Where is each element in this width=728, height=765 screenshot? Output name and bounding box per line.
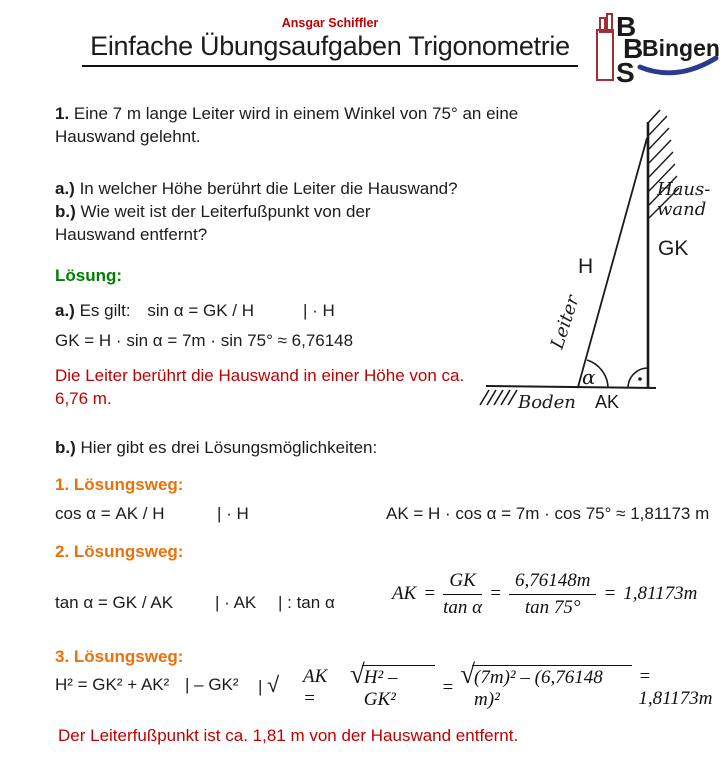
ground-line [486,386,656,388]
question-a [55,177,458,200]
ladder-wall-diagram [478,103,728,418]
solution-a-result: GK = H · sin α = 7m · sin 75° ≈ 6,76148 [55,331,354,350]
way2-heading: 2. Lösungsweg: [55,542,184,561]
label-leiter: Leiter [546,292,584,352]
part-b-label: b.) [55,438,76,457]
question-a-text: In welcher Höhe berührt die Leiter die Hauswand? [79,179,458,198]
way1-heading: 1. Lösungsweg: [55,475,184,494]
way3-heading: 3. Lösungsweg: [55,647,184,666]
formula-lhs: AK = [303,666,328,709]
way2-operation-2: | : tan α [278,593,335,612]
part-b-text: Hier gibt es drei Lösungsmöglichkeiten: [80,438,378,457]
label-ak: AK [595,392,620,412]
equals-sign: = [489,583,502,604]
problem-text: Eine 7 m lange Leiter wird in einem Winkel von 75° an eine Hauswand gelehnt. [55,104,519,146]
formula-lhs: AK [392,583,417,604]
logo-letter-s: S [616,57,635,88]
solution-a-operation: | · H [303,301,335,320]
sqrt-term-2: √ (7m)² – (6,76148 m)² [460,665,632,711]
logo-name: Bingen [642,35,720,61]
logo-letter-b2: B [623,33,644,64]
tower-icon [597,14,613,80]
question-b-label: b.) [55,202,76,221]
way2-operation-1: | · AK [215,593,257,612]
bbs-bingen-logo [592,10,722,90]
way3-sqrt-formula [303,659,728,710]
problem-number: 1. [55,104,70,123]
solution-a-intro: Es gilt: [79,301,131,320]
right-angle-arc [628,368,648,388]
wall-top-tick [648,110,660,123]
page-title-wrap [0,31,660,67]
formula-result: = 1,81173m [638,666,713,709]
question-b [55,200,445,246]
way3-operation-1: | – GK² [185,675,239,694]
label-hauswand-1: Haus- [657,179,711,200]
label-alpha: α [582,365,596,389]
equals-sign: = [441,677,455,698]
solution-a-conclusion: Die Leiter berührt die Hauswand in einer Höhe von ca. 6,76 m. [55,366,465,408]
solution-heading: Lösung: [55,266,123,285]
way2-equation: tan α = GK / AK [55,593,174,612]
way3-equation: H² = GK² + AK² [55,675,170,694]
final-conclusion: Der Leiterfußpunkt ist ca. 1,81 m von der Hauswand entfernt. [58,726,519,745]
way1-result: AK = H · cos α = 7m · cos 75° ≈ 1,81173 m [386,504,710,523]
equals-sign: = [603,583,617,604]
way1-heading-row [0,474,728,498]
right-angle-dot [638,377,642,381]
fraction-values: $\frac{6,76148m}{\tan 75^\circ}$ [509,570,596,619]
question-b-text: Wie weit ist der Leiterfußpunkt von der Hauswand entfernt? [55,202,371,244]
page-title: Einfache Übungsaufgaben Trigonometrie [82,31,578,67]
label-gk: GK [658,237,689,260]
label-h: H [578,255,594,278]
way1-line [0,503,728,527]
question-a-label: a.) [55,179,75,198]
equals-sign: = [423,583,437,604]
sqrt-term-1: √ H² – GK² [350,665,435,711]
way2-fraction-formula [392,561,697,627]
formula-result: 1,81173m [623,583,698,604]
label-boden: Boden [518,392,576,413]
way3-operation-2: | [258,677,263,696]
logo-letter-b1: B [616,11,637,42]
way1-equation: cos α = AK / H [55,504,165,523]
solution-a-equation: sin α = GK / H [147,301,255,320]
fraction-gk-tan: $\frac{GK}{\text{tan α}}$ [443,569,483,618]
label-hauswand-2: wand [657,199,707,220]
problem-statement [55,102,525,148]
part-b-line [0,437,728,461]
sqrt-symbol: √ [267,672,280,697]
way1-operation: | · H [217,504,249,523]
ground-hatching [480,390,517,405]
author-name: Ansgar Schiffler [281,16,379,30]
solution-a-label: a.) [55,301,75,320]
